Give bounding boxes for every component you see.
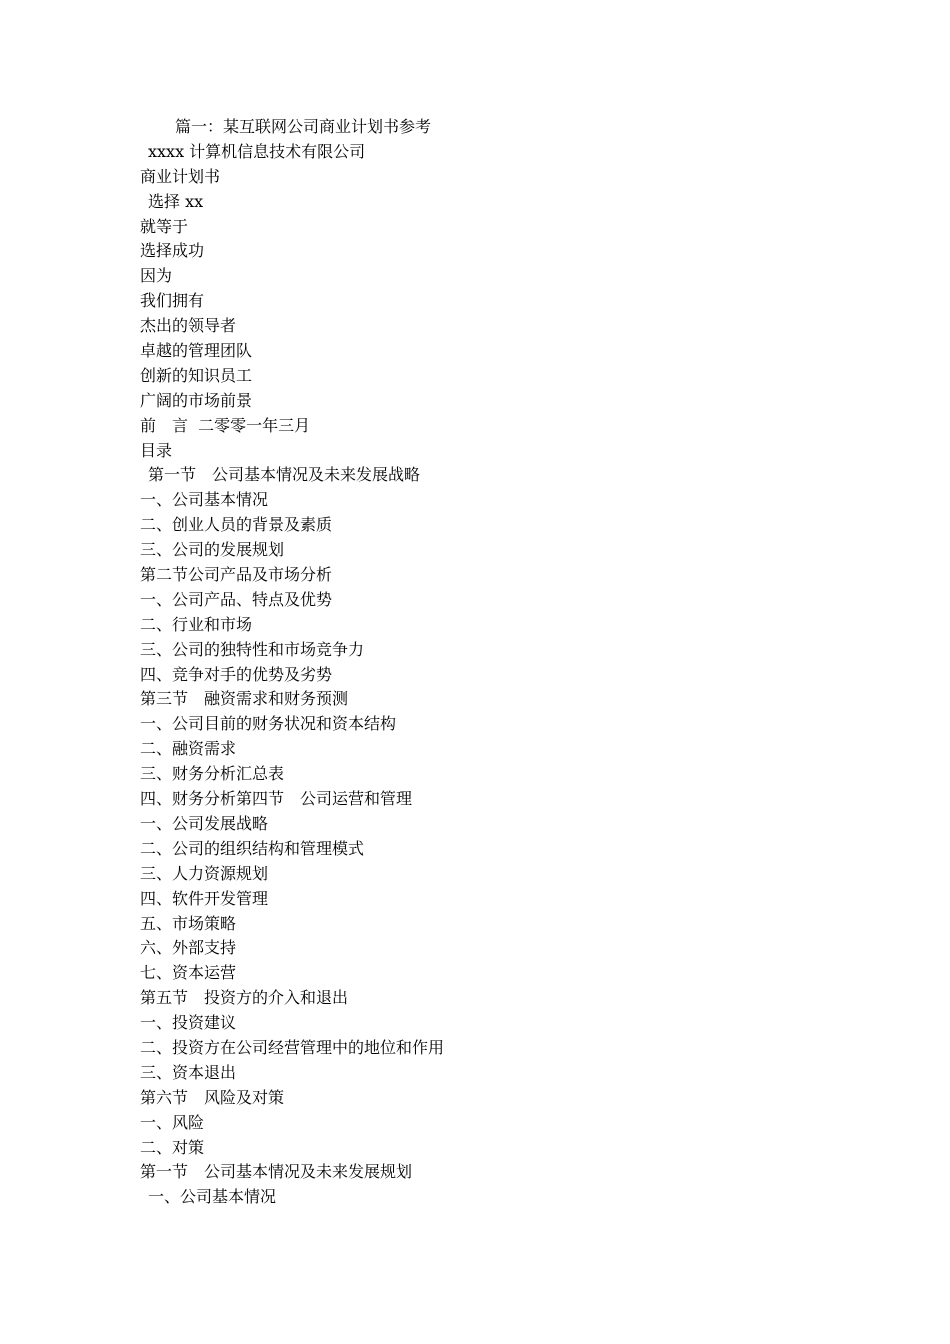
slogan-line: 因为 bbox=[140, 266, 173, 286]
slogan-line: 我们拥有 bbox=[140, 291, 205, 311]
slogan-line: 卓越的管理团队 bbox=[140, 341, 253, 361]
toc-section: 第二节公司产品及市场分析 bbox=[140, 565, 333, 585]
company-name: xxxx 计算机信息技术有限公司 bbox=[148, 141, 366, 161]
slogan-line: 杰出的领导者 bbox=[140, 316, 237, 336]
toc-item: 一、公司基本情况 bbox=[140, 490, 269, 510]
toc-section: 第六节 风险及对策 bbox=[140, 1087, 285, 1107]
toc-item: 六、外部支持 bbox=[140, 938, 237, 958]
toc-section: 第五节 投资方的介入和退出 bbox=[140, 988, 349, 1008]
toc-item: 四、竞争对手的优势及劣势 bbox=[140, 664, 333, 684]
toc-item: 七、资本运营 bbox=[140, 963, 237, 983]
toc-item: 三、财务分析汇总表 bbox=[140, 764, 285, 784]
toc-item: 一、公司发展战略 bbox=[140, 813, 269, 833]
toc-section: 第一节 公司基本情况及未来发展战略 bbox=[148, 465, 421, 485]
document-title: 篇一：某互联网公司商业计划书参考 bbox=[175, 117, 432, 136]
section-heading: 第一节 公司基本情况及未来发展规划 bbox=[140, 1162, 413, 1182]
toc-item: 二、融资需求 bbox=[140, 739, 237, 759]
toc-item: 二、创业人员的背景及素质 bbox=[140, 515, 333, 535]
toc-item: 二、对策 bbox=[140, 1137, 205, 1157]
toc-item: 四、软件开发管理 bbox=[140, 888, 269, 908]
toc-item: 三、资本退出 bbox=[140, 1062, 237, 1082]
toc-item: 五、市场策略 bbox=[140, 913, 237, 933]
toc-item: 一、风险 bbox=[140, 1112, 205, 1132]
toc-section: 第三节 融资需求和财务预测 bbox=[140, 689, 349, 709]
preface-line: 前 言 二零零一年三月 bbox=[140, 415, 311, 435]
toc-item: 三、公司的发展规划 bbox=[140, 540, 285, 560]
toc-item: 一、公司产品、特点及优势 bbox=[140, 589, 333, 609]
slogan-line: 创新的知识员工 bbox=[140, 365, 253, 385]
toc-item: 二、行业和市场 bbox=[140, 614, 253, 634]
toc-item: 三、公司的独特性和市场竞争力 bbox=[140, 639, 365, 659]
toc-heading: 目录 bbox=[140, 440, 173, 460]
slogan-line: 选择 xx bbox=[148, 191, 204, 211]
doc-heading: 商业计划书 bbox=[140, 166, 221, 186]
slogan-line: 选择成功 bbox=[140, 241, 205, 261]
toc-item: 四、财务分析第四节 公司运营和管理 bbox=[140, 789, 413, 809]
toc-item: 一、投资建议 bbox=[140, 1013, 237, 1033]
slogan-line: 就等于 bbox=[140, 216, 189, 236]
toc-item: 三、人力资源规划 bbox=[140, 863, 269, 883]
toc-item: 二、投资方在公司经营管理中的地位和作用 bbox=[140, 1037, 445, 1057]
toc-item: 一、公司目前的财务状况和资本结构 bbox=[140, 714, 397, 734]
toc-item: 二、公司的组织结构和管理模式 bbox=[140, 838, 365, 858]
subsection-heading: 一、公司基本情况 bbox=[148, 1187, 277, 1207]
document-body bbox=[140, 115, 840, 1210]
slogan-line: 广阔的市场前景 bbox=[140, 390, 253, 410]
